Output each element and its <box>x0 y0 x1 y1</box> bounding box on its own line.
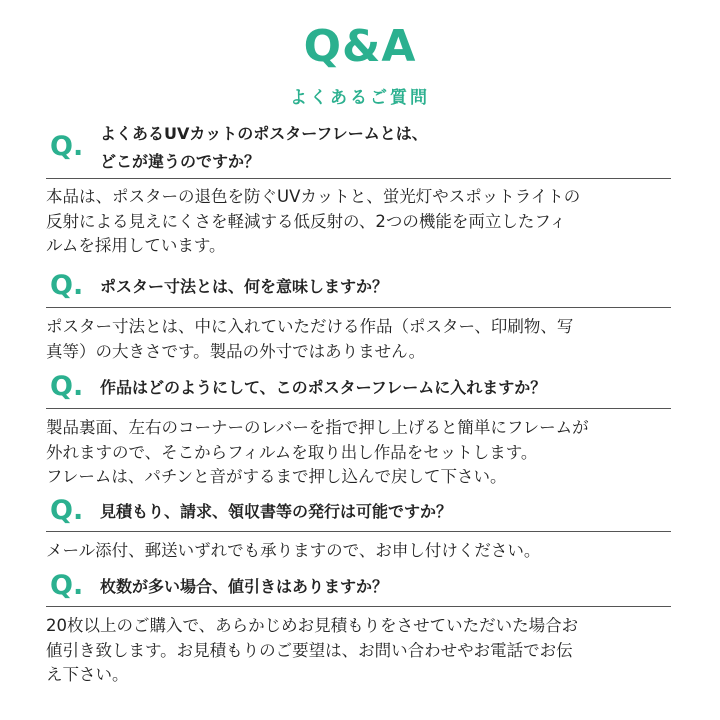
qa-item <box>46 370 671 490</box>
question-line: 枚数が多い場合、値引きはありますか？ <box>100 577 389 596</box>
qa-item <box>46 570 671 688</box>
question-line: ポスター寸法とは、何を意味しますか？ <box>100 277 389 296</box>
answer-text <box>46 308 671 364</box>
question-text <box>100 269 671 301</box>
q-mark: Q. <box>50 371 84 402</box>
qa-item <box>46 120 671 259</box>
answer-line: フレームは、パチンと音がするまで押し込んで戻して下さい。 <box>46 467 507 486</box>
answer-line: え下さい。 <box>46 665 129 684</box>
answer-line: 本品は、ポスターの退色を防ぐUVカットと、蛍光灯やスポットライトの <box>46 187 581 206</box>
question-row <box>46 120 671 179</box>
question-row <box>46 370 671 409</box>
answer-text <box>46 607 671 688</box>
question-line: どこが違うのですか？ <box>100 152 261 171</box>
answer-line: 真等）の大きさです。製品の外寸ではありません。 <box>46 341 426 361</box>
question-text <box>100 120 671 176</box>
answer-text <box>46 179 671 259</box>
answer-line: 反射による見えにくさを軽減する低反射の、2つの機能を両立したフィ <box>46 211 567 231</box>
q-mark: Q. <box>50 131 84 162</box>
qa-item <box>46 269 671 364</box>
answer-line: 外れますので、そこからフィルムを取り出し作品をセットします。 <box>46 442 538 462</box>
answer-line: ルムを採用しています。 <box>46 236 226 255</box>
page-subtitle: よくあるご質問 <box>290 88 430 108</box>
question-line: 見積もり、請求、領収書等の発行は可能ですか？ <box>100 502 453 521</box>
question-text <box>100 495 671 526</box>
answer-line: 20枚以上のご購入で、あらかじめお見積もりをさせていただいた場合お <box>46 616 579 635</box>
question-text <box>100 370 671 402</box>
answer-line: ポスター寸法とは、中に入れていただける作品（ポスター、印刷物、写 <box>46 317 574 336</box>
answer-text <box>46 532 671 564</box>
answer-line: メール添付、郵送いずれでも承りますので、お申し付けください。 <box>46 541 541 560</box>
q-mark: Q. <box>50 495 84 526</box>
page-title: Q&A <box>303 21 417 72</box>
question-text <box>100 570 671 601</box>
answer-line: 製品裏面、左右のコーナーのレバーを指で押し上げると簡単にフレームが <box>46 418 589 437</box>
question-row <box>46 269 671 308</box>
answer-text <box>46 409 671 490</box>
q-mark: Q. <box>50 570 84 601</box>
qa-item <box>46 495 671 564</box>
answer-line: 値引き致します。お見積もりのご要望は、お問い合わせやお電話でお伝 <box>46 640 573 660</box>
q-mark: Q. <box>50 270 84 301</box>
question-row <box>46 495 671 532</box>
question-line: 作品はどのようにして、このポスターフレームに入れますか？ <box>100 378 547 397</box>
question-row <box>46 570 671 607</box>
question-line: よくあるUVカットのポスターフレームとは、 <box>100 124 428 143</box>
